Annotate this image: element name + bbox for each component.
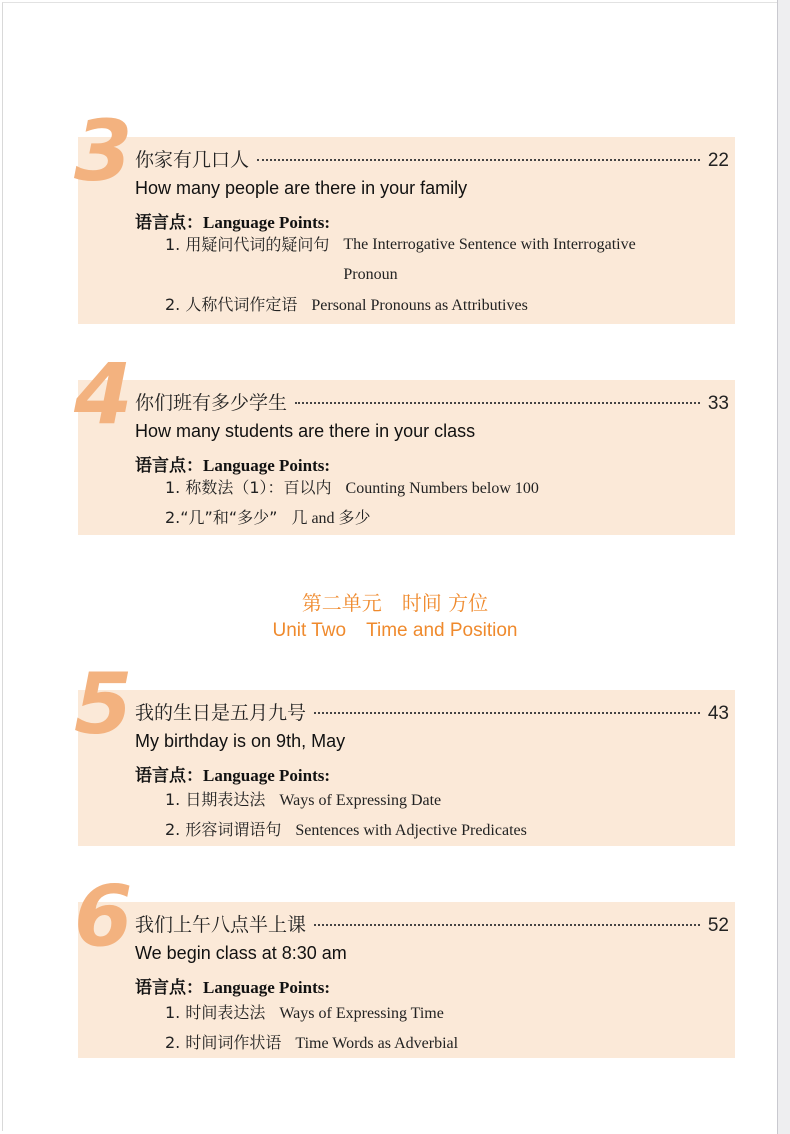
lesson-number: 5 — [74, 655, 129, 753]
language-point — [165, 998, 727, 1029]
unit-heading-cn — [0, 587, 790, 616]
point-en: Personal Pronouns as Attributives — [311, 297, 528, 314]
page-number: 22 — [707, 150, 729, 171]
point-cn: 2. 人称代词作定语 — [165, 295, 298, 314]
lesson-title-cn: 你家有几口人 — [135, 149, 250, 171]
point-en: Ways of Expressing Time — [279, 1005, 444, 1022]
page-number: 33 — [707, 393, 729, 414]
language-points-label: 语言点：Language Points: — [135, 213, 331, 232]
language-point — [165, 473, 727, 504]
lesson-title-row — [135, 145, 729, 172]
point-cn: 2. 时间词作状语 — [165, 1033, 282, 1052]
lesson-number: 4 — [74, 345, 129, 443]
language-point — [165, 815, 727, 846]
unit-topic-cn: 时间 方位 — [401, 591, 489, 615]
point-en-continued: Pronoun — [343, 266, 398, 283]
point-en: Ways of Expressing Date — [279, 792, 442, 809]
page-edge — [777, 0, 790, 1134]
lesson-title-en: How many people are there in your family — [135, 178, 468, 198]
lesson-title-row — [135, 388, 729, 415]
language-points-label: 语言点：Language Points: — [135, 978, 331, 997]
dot-leader — [295, 402, 700, 404]
lesson-3-entry[interactable] — [74, 102, 735, 324]
lesson-number: 6 — [74, 867, 129, 965]
lesson-title-cn: 你们班有多少学生 — [135, 392, 288, 414]
lesson-title-en: How many students are there in your class — [135, 421, 476, 441]
lesson-5-entry[interactable] — [74, 655, 735, 846]
lesson-title-en: We begin class at 8:30 am — [135, 943, 347, 963]
point-cn: 1. 用疑问代词的疑问句 — [165, 235, 330, 254]
language-point — [165, 785, 727, 816]
point-en: Counting Numbers below 100 — [345, 480, 539, 497]
point-cn: 1. 日期表达法 — [165, 790, 266, 809]
point-cn: 1. 时间表达法 — [165, 1003, 266, 1022]
lesson-title-row — [135, 910, 729, 937]
lesson-title-cn: 我的生日是五月九号 — [135, 702, 307, 724]
point-cn: 2. 形容词谓语句 — [165, 820, 282, 839]
lesson-6-entry[interactable] — [74, 867, 735, 1058]
lesson-title-en: My birthday is on 9th, May — [135, 731, 346, 751]
unit-number-en: Unit Two — [272, 620, 347, 641]
point-cn: 1. 称数法（1）：百以内 — [165, 478, 332, 497]
language-point — [165, 290, 727, 321]
language-point — [165, 230, 727, 290]
point-en: Time Words as Adverbial — [295, 1035, 459, 1052]
lesson-number: 3 — [74, 102, 129, 200]
point-en: 几 and 多少 — [291, 510, 371, 527]
point-en: Sentences with Adjective Predicates — [295, 822, 527, 839]
unit-topic-en: Time and Position — [366, 620, 518, 641]
unit-number-cn: 第二单元 — [301, 591, 382, 615]
page-number: 43 — [707, 703, 729, 724]
language-point — [165, 1028, 727, 1059]
dot-leader — [314, 924, 700, 926]
lesson-title-row — [135, 698, 729, 725]
page-number: 52 — [707, 915, 729, 936]
lesson-4-entry[interactable] — [74, 345, 735, 535]
dot-leader — [314, 712, 700, 714]
language-points-label: 语言点：Language Points: — [135, 456, 331, 475]
point-en: The Interrogative Sentence with Interrogative — [343, 236, 636, 253]
lesson-title-cn: 我们上午八点半上课 — [135, 914, 307, 936]
dot-leader — [257, 159, 700, 161]
language-points-label: 语言点：Language Points: — [135, 766, 331, 785]
language-point — [165, 503, 727, 534]
point-cn: 2.“几”和“多少” — [165, 508, 278, 527]
unit-heading-en — [0, 620, 790, 642]
